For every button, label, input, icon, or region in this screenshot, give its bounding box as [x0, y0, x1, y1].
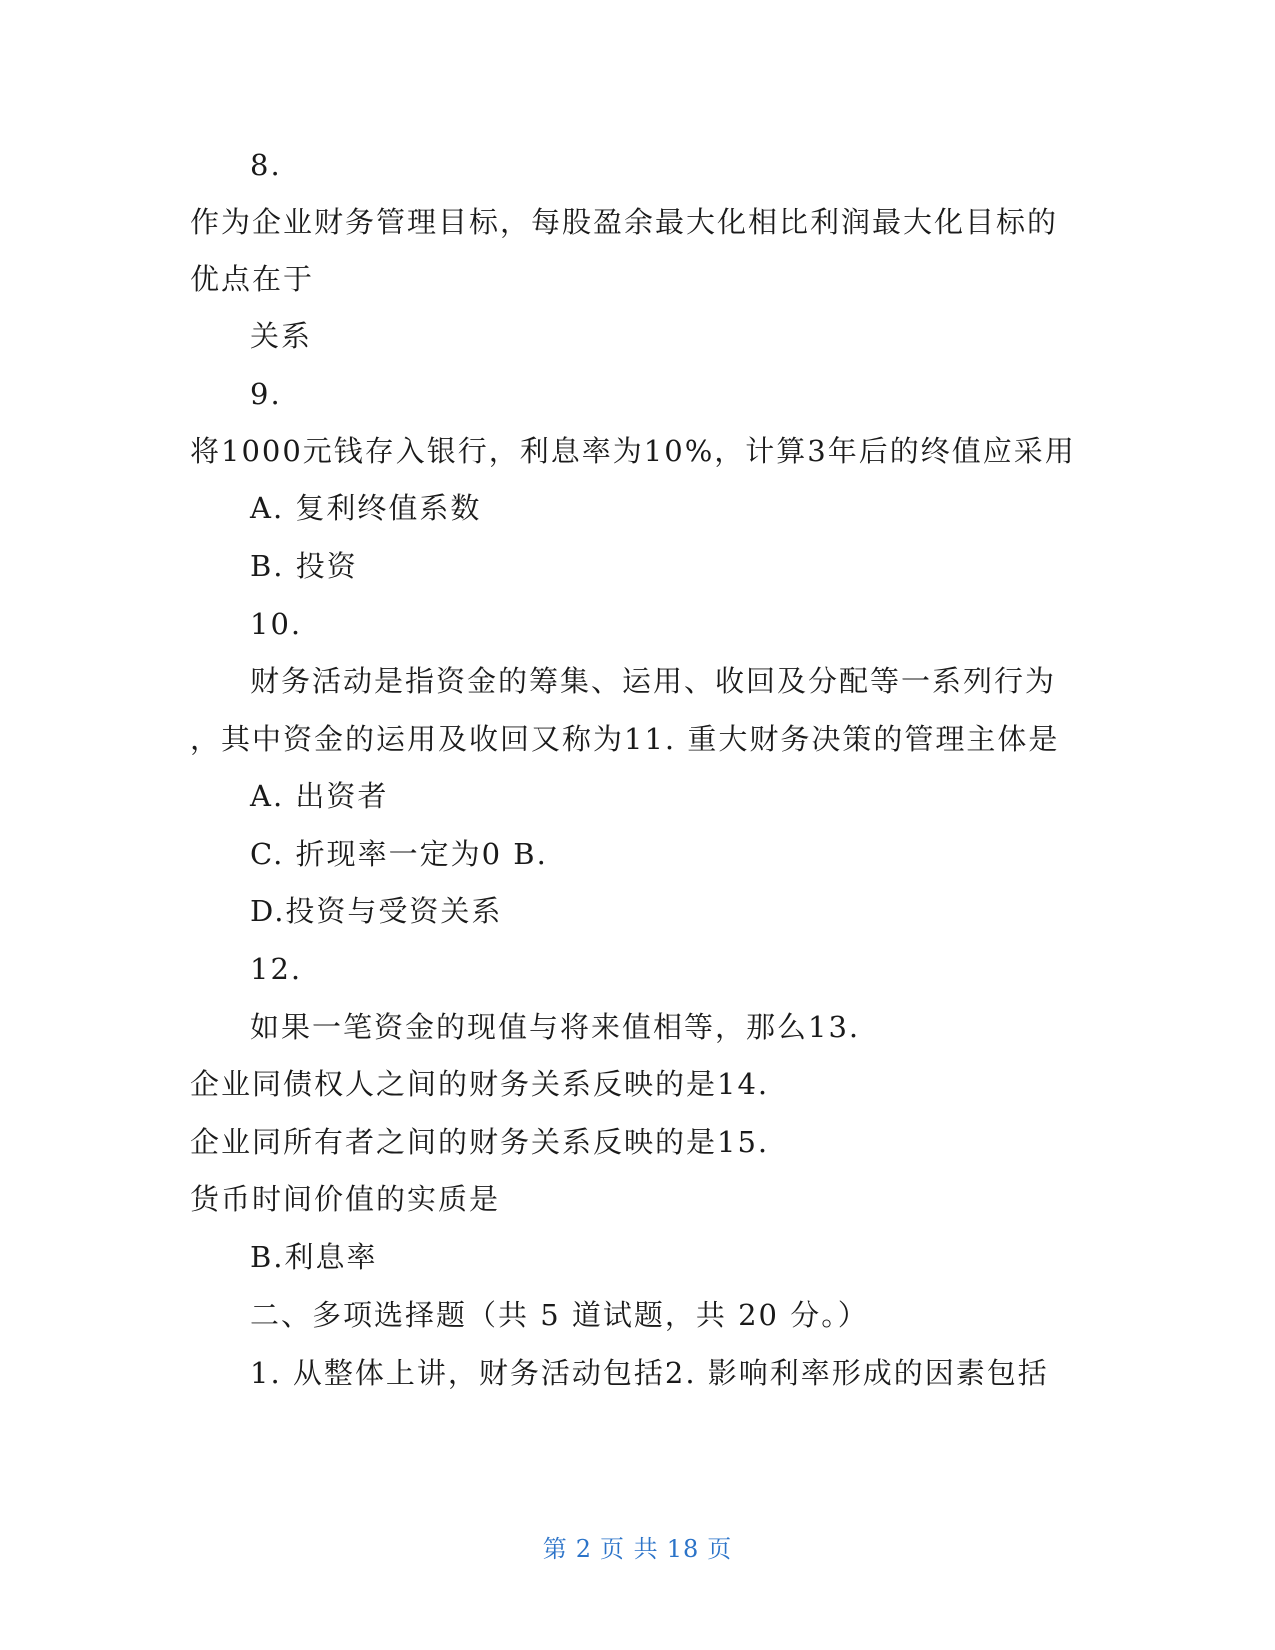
- question-text-10: 财务活动是指资金的筹集、运用、收回及分配等一系列行为: [250, 664, 1057, 698]
- answer-fragment: 关系: [250, 319, 313, 353]
- option-b-9: B. 投资: [250, 549, 358, 583]
- question-text-10-continued: ，其中资金的运用及收回又称为11. 重大财务决策的管理主体是: [190, 722, 1060, 756]
- option-c: C. 折现率一定为0 B.: [250, 837, 548, 871]
- question-text-13: 企业同债权人之间的财务关系反映的是14.: [190, 1067, 770, 1101]
- question-text-14: 企业同所有者之间的财务关系反映的是15.: [190, 1125, 770, 1159]
- question-number-10: 10.: [250, 607, 303, 641]
- footer-suffix: 页: [707, 1535, 733, 1563]
- question-text-12: 如果一笔资金的现值与将来值相等，那么13.: [250, 1010, 861, 1044]
- page-footer: [0, 1532, 1275, 1566]
- footer-total-pages: 18: [666, 1535, 700, 1563]
- question-text-8-continued: 优点在于: [190, 262, 315, 296]
- option-a-11: A. 出资者: [250, 779, 389, 813]
- multiple-choice-question-1: 1. 从整体上讲，财务活动包括2. 影响利率形成的因素包括: [250, 1356, 1049, 1390]
- question-number-12: 12.: [250, 952, 303, 986]
- question-text-15: 货币时间价值的实质是: [190, 1182, 501, 1216]
- question-number-8: 8.: [250, 148, 282, 182]
- option-b-15: B.利息率: [250, 1240, 378, 1274]
- option-d: D.投资与受资关系: [250, 894, 503, 928]
- question-number-9: 9.: [250, 377, 282, 411]
- option-a-9: A. 复利终值系数: [250, 491, 482, 525]
- section-heading-multiple-choice: 二、多项选择题（共 5 道试题，共 20 分。）: [250, 1298, 869, 1332]
- footer-prefix: 第: [542, 1535, 568, 1563]
- footer-current-page: 2: [575, 1535, 593, 1563]
- footer-mid: 页 共: [600, 1535, 659, 1563]
- question-text-9: 将1000元钱存入银行，利息率为10%，计算3年后的终值应采用: [190, 434, 1076, 468]
- question-text-8: 作为企业财务管理目标，每股盈余最大化相比利润最大化目标的: [190, 205, 1059, 239]
